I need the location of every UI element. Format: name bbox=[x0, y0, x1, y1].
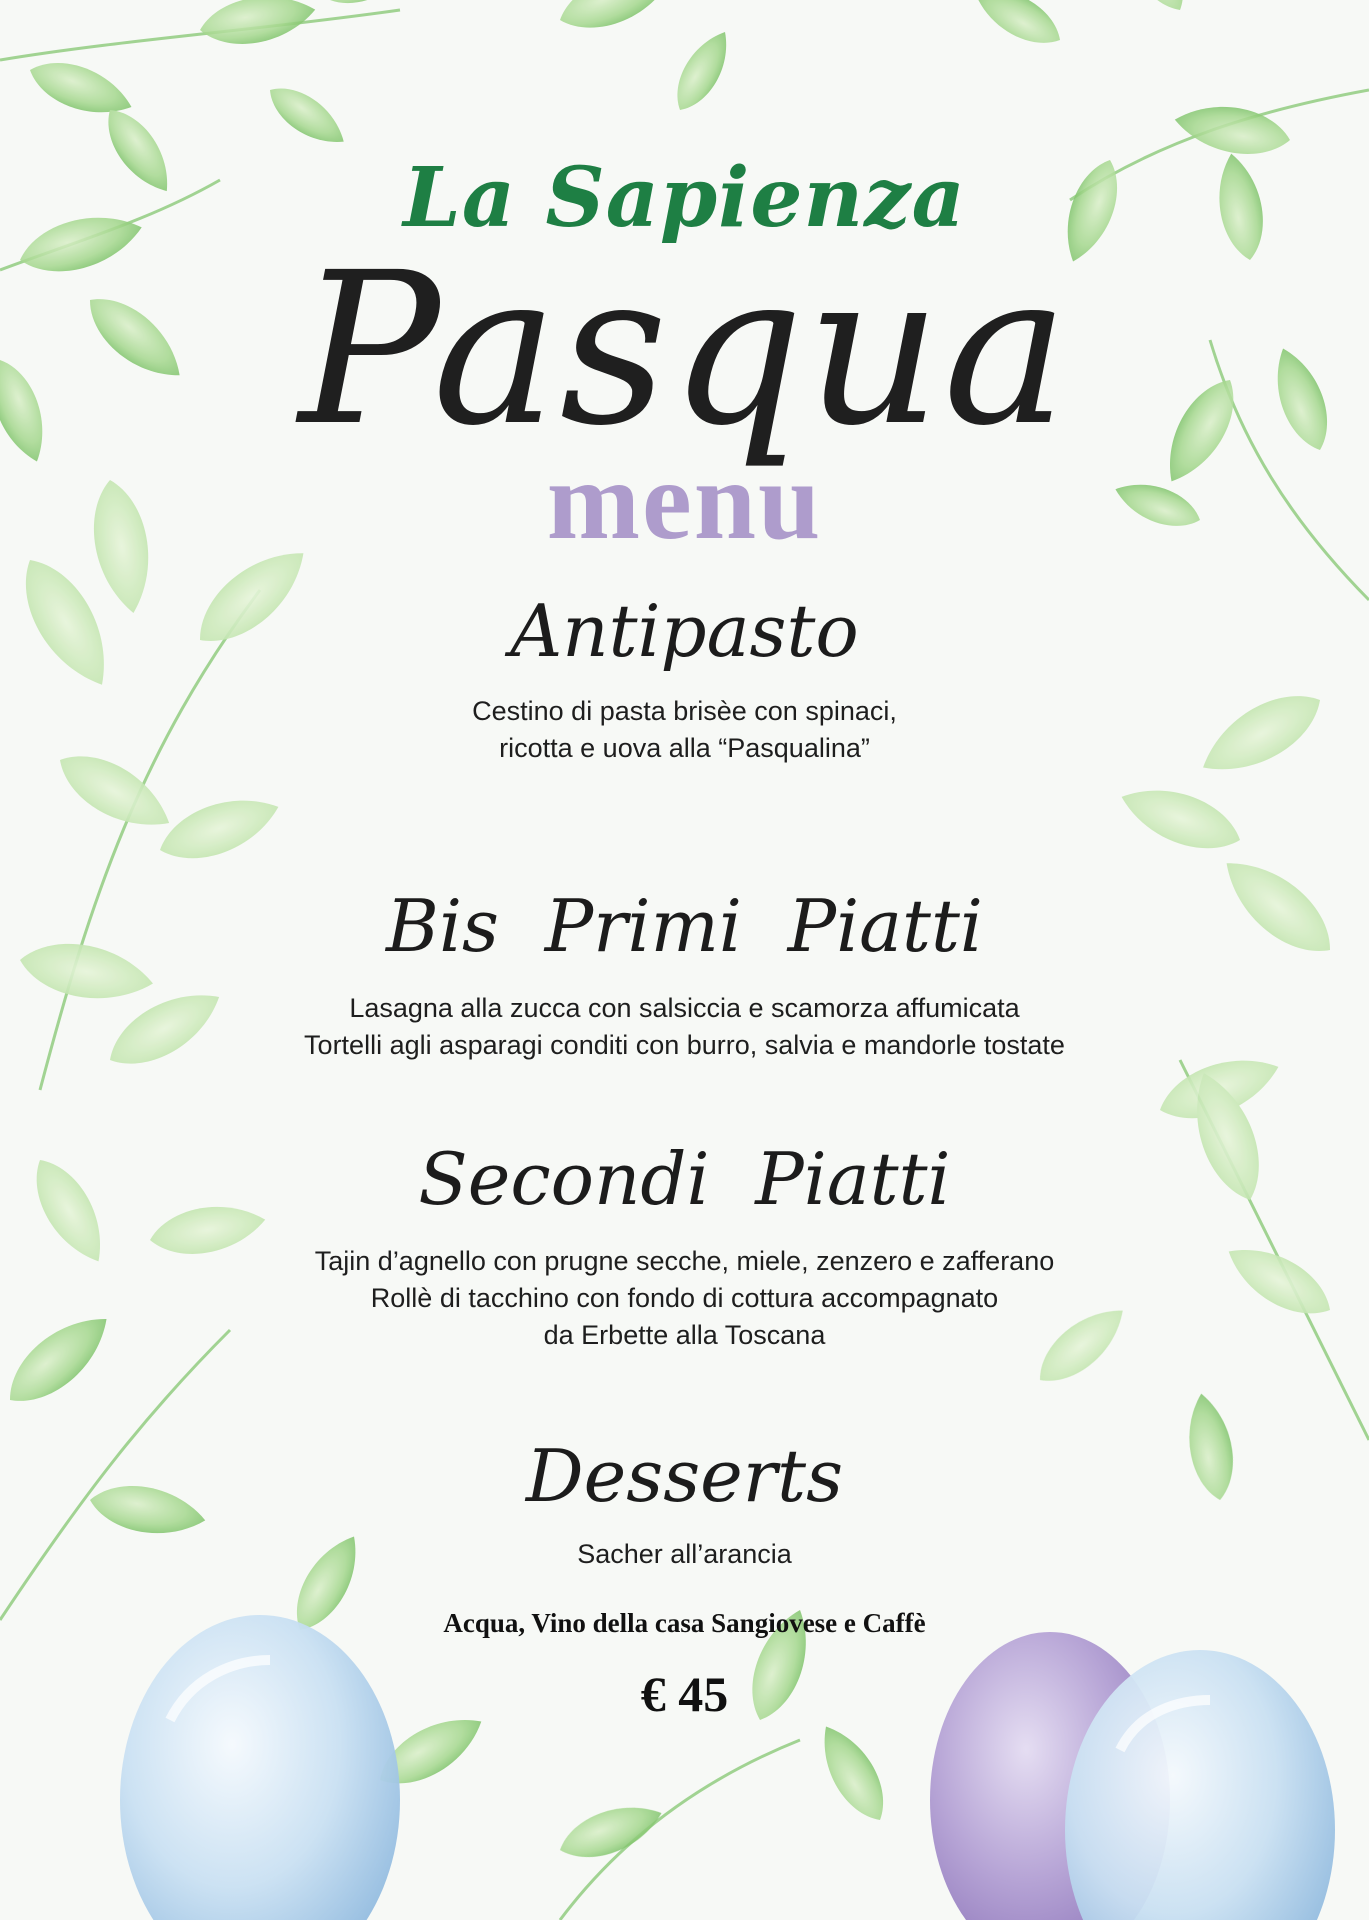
section-items-desserts bbox=[0, 1536, 1369, 1573]
menu-item: Rollè di tacchino con fondo di cottura accompagnato bbox=[370, 1283, 999, 1313]
menu-item: Tajin d’agnello con prugne secche, miele, zenzero e zafferano bbox=[314, 1246, 1055, 1276]
section-items-secondi bbox=[0, 1243, 1369, 1354]
included-drinks-note: Acqua, Vino della casa Sangiovese e Caffè bbox=[443, 1608, 926, 1638]
section-items-primi bbox=[0, 990, 1369, 1064]
section-heading-primi: Bis Primi Piatti bbox=[386, 884, 983, 968]
menu-item: Sacher all’arancia bbox=[577, 1539, 792, 1569]
page-subtitle: menu bbox=[546, 439, 823, 563]
menu-item: ricotta e uova alla “Pasqualina” bbox=[499, 733, 870, 763]
restaurant-logo: La Sapienza bbox=[403, 150, 966, 246]
section-items-antipasto bbox=[0, 693, 1369, 767]
section-heading-antipasto: Antipasto bbox=[510, 589, 859, 673]
menu-item: da Erbette alla Toscana bbox=[543, 1320, 826, 1350]
section-heading-secondi: Secondi Piatti bbox=[418, 1137, 951, 1221]
menu-price: € 45 bbox=[640, 1666, 729, 1722]
menu-item: Lasagna alla zucca con salsiccia e scamorza affumicata bbox=[349, 993, 1020, 1023]
menu-item: Cestino di pasta brisèe con spinaci, bbox=[472, 696, 897, 726]
page-title: Pasqua bbox=[298, 227, 1071, 472]
menu-item: Tortelli agli asparagi conditi con burro, salvia e mandorle tostate bbox=[304, 1030, 1065, 1060]
section-heading-desserts: Desserts bbox=[525, 1434, 844, 1518]
